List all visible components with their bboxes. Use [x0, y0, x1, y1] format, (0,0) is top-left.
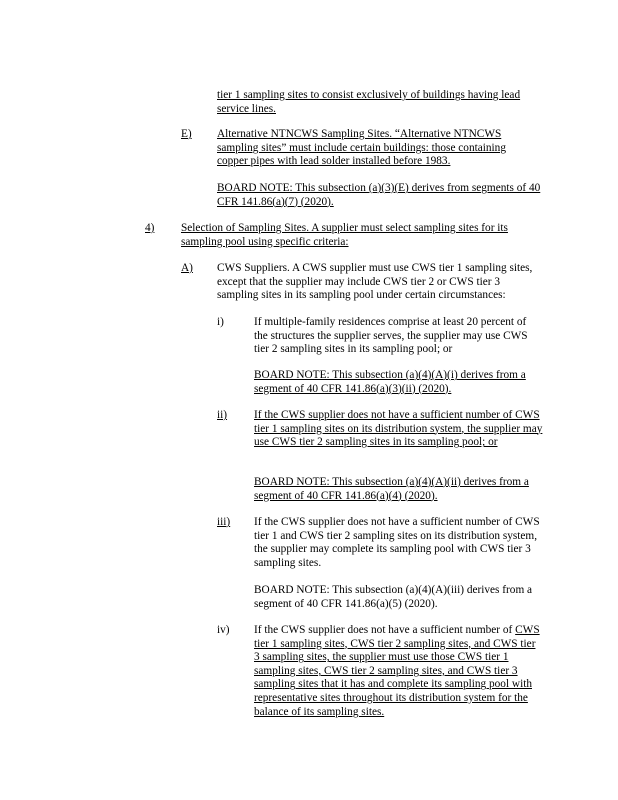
- board-note-a4aiii: [254, 584, 546, 611]
- item-label-i: i): [217, 316, 224, 328]
- item-label-e: E): [181, 128, 192, 140]
- board-note-text: BOARD NOTE: This subsection (a)(4)(A)(i) derives from a segment of 40 CFR 141.86(a)(3)(ii) (2020).: [254, 369, 526, 395]
- paragraph-text-plain: If the CWS supplier does not have a sufficient number of: [254, 624, 513, 636]
- item-a-cws-suppliers: [217, 262, 543, 303]
- item-label-ii: ii): [217, 409, 228, 421]
- board-note-text: BOARD NOTE: This subsection (a)(4)(A)(ii) derives from a segment of 40 CFR 141.86(a)(4) (2020).: [254, 476, 529, 502]
- paragraph-text: If the CWS supplier does not have a sufficient number of CWS tier 1 and CWS tier 2 sampling sites on its distribution system, the supplier may complete its sampling pool with CWS tier 3 sampling sites.: [254, 516, 540, 569]
- board-note-text: BOARD NOTE: This subsection (a)(4)(A)(iii) derives from a segment of 40 CFR 141.86(a)(5) (2020).: [254, 584, 533, 610]
- paragraph-text: tier 1 sampling sites to consist exclusively of buildings having lead service lines.: [217, 89, 521, 115]
- board-note-text: BOARD NOTE: This subsection (a)(3)(E) derives from segments of 40 CFR 141.86(a)(7) (2020).: [217, 182, 541, 208]
- item-label-a: A): [181, 262, 193, 274]
- item-label-4: 4): [145, 222, 155, 234]
- paragraph-text-underlined: CWS tier 1 sampling sites, CWS tier 2 sampling sites, and CWS tier 3 sampling sites, the supplier must use those CWS tier 1 sampling sites, CWS tier 2 sampling sites, and CWS tier 3 sampling sites that it has and complete its sampling pool with representative sites throughout its distribution system for the balance of its sampling sites.: [254, 624, 540, 718]
- item-ii: [254, 409, 544, 450]
- continuation-paragraph: [217, 89, 543, 116]
- item-iv: [254, 624, 540, 719]
- board-note-a4aii: [254, 476, 544, 503]
- item-e-alternative-ntncws-sites: [217, 128, 535, 169]
- item-4-selection-of-sampling-sites: [181, 222, 543, 249]
- item-i: [254, 316, 540, 357]
- item-iii: [254, 516, 546, 570]
- board-note-a4ai: [254, 369, 544, 396]
- paragraph-text: Selection of Sampling Sites. A supplier must select sampling sites for its sampling pool using specific criteria:: [181, 222, 508, 248]
- item-label-iv: iv): [217, 624, 230, 636]
- paragraph-text: If multiple-family residences comprise at least 20 percent of the structures the supplier serves, the supplier may use CWS tier 2 sampling sites in its sampling pool; or: [254, 316, 528, 356]
- paragraph-text: CWS Suppliers. A CWS supplier must use CWS tier 1 sampling sites, except that the supplier may include CWS tier 2 or CWS tier 3 sampling sites in its sampling pool under certain circumstances:: [217, 262, 533, 302]
- paragraph-text: [254, 624, 540, 719]
- board-note-a3e: [217, 182, 543, 209]
- item-label-iii: iii): [217, 516, 231, 528]
- paragraph-text: Alternative NTNCWS Sampling Sites. “Alternative NTNCWS sampling sites” must include certain buildings: those containing copper pipes with lead solder installed before 1983.: [217, 128, 506, 168]
- paragraph-text: If the CWS supplier does not have a sufficient number of CWS tier 1 sampling sites on its distribution system, the supplier may use CWS tier 2 sampling sites in its sampling pool; or: [254, 409, 543, 449]
